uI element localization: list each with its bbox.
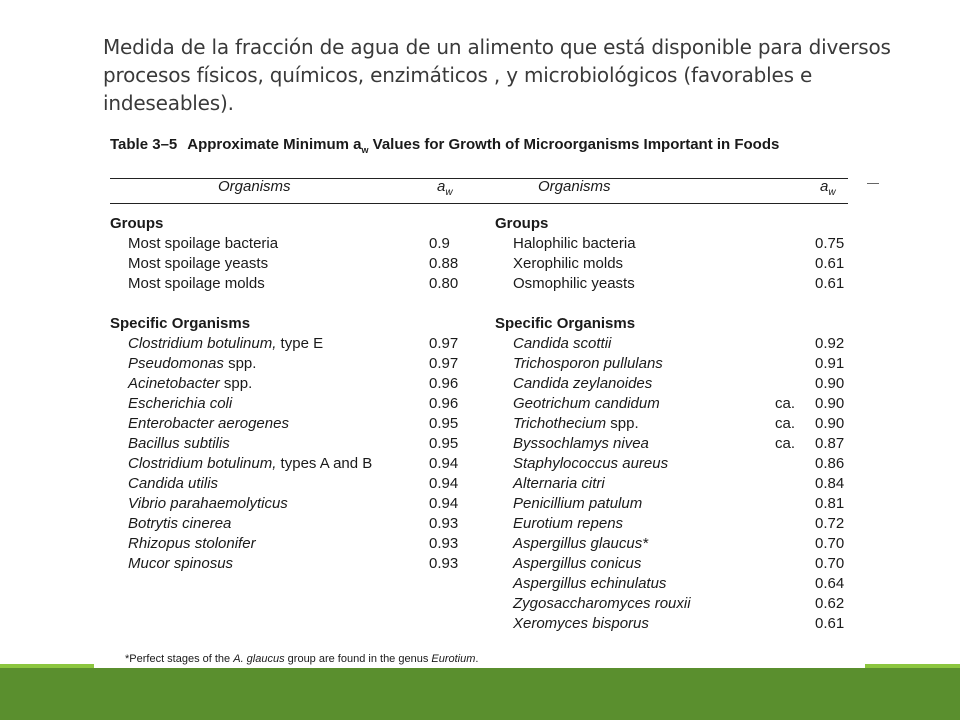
organism-name xyxy=(128,354,256,374)
aw-value: 0.86 xyxy=(815,455,845,472)
aw-value: 0.61 xyxy=(815,615,845,632)
table-row xyxy=(110,394,470,414)
organism-name-italic: Bacillus subtilis xyxy=(128,435,230,452)
table-row xyxy=(495,514,855,534)
organism-name: Most spoilage yeasts xyxy=(128,255,269,272)
organism-name xyxy=(128,534,256,554)
section-heading-label: Groups xyxy=(495,215,549,232)
table-row xyxy=(495,254,855,274)
organism-name-italic: Staphylococcus aureus xyxy=(513,455,669,472)
organism-name xyxy=(513,574,666,594)
organism-name xyxy=(513,474,605,494)
organism-name xyxy=(128,494,288,514)
organism-name-italic: Aspergillus echinulatus xyxy=(513,575,667,592)
aw-value: 0.80 xyxy=(429,275,459,292)
table-footnote: *Perfect stages of the A. glaucus group are found in the genus Eurotium. xyxy=(125,653,479,665)
left-header-aw: $a_w$ xyxy=(437,178,453,198)
organism-name: Most spoilage bacteria xyxy=(128,235,279,252)
approx-marker: ca. xyxy=(775,415,796,432)
organism-name: Halophilic bacteria xyxy=(513,235,636,252)
table-row xyxy=(495,574,855,594)
table-row xyxy=(110,274,470,294)
organism-name-italic: Alternaria citri xyxy=(513,475,605,492)
table-row xyxy=(110,234,470,254)
organism-name: Xerophilic molds xyxy=(513,255,624,272)
organism-name xyxy=(128,334,323,354)
left-column xyxy=(110,214,470,574)
aw-value: 0.72 xyxy=(815,515,845,532)
aw-value: 0.9 xyxy=(429,235,450,252)
aw-value: 0.91 xyxy=(815,355,845,372)
approx-marker: ca. xyxy=(775,435,796,452)
aw-value: 0.75 xyxy=(815,235,845,252)
organism-name-suffix: spp. xyxy=(219,375,253,392)
organism-name-italic: Vibrio parahaemolyticus xyxy=(128,495,288,512)
organism-name xyxy=(513,554,641,574)
table-number: Table 3–5 xyxy=(110,136,178,153)
organism-name xyxy=(513,374,652,394)
aw-value: 0.70 xyxy=(815,555,845,572)
header-bottom-rule xyxy=(110,203,848,204)
table-row xyxy=(495,534,855,554)
intro-paragraph: Medida de la fracción de agua de un alimento que está disponible para diversos procesos físicos, químicos, enzimáticos , y microbiológicos (favorables e indeseables). xyxy=(103,35,891,115)
table-row xyxy=(110,434,470,454)
organism-name-italic: Enterobacter aerogenes xyxy=(128,415,289,432)
table-row xyxy=(110,414,470,434)
table-row xyxy=(495,334,855,354)
organism-name xyxy=(128,394,232,414)
footer-band xyxy=(0,668,960,720)
aw-value: 0.70 xyxy=(815,535,845,552)
aw-value: 0.64 xyxy=(815,575,845,592)
aw-value: 0.88 xyxy=(429,255,459,272)
section-heading xyxy=(495,214,855,234)
aw-value: 0.95 xyxy=(429,435,459,452)
organism-name-italic: Candida utilis xyxy=(128,475,219,492)
organism-name-italic: Aspergillus conicus xyxy=(513,555,642,572)
table-row xyxy=(110,254,470,274)
table-row xyxy=(495,614,855,634)
aw-value: 0.95 xyxy=(429,415,459,432)
aw-value: 0.81 xyxy=(815,495,845,512)
section-heading-label: Specific Organisms xyxy=(495,315,636,332)
organism-name xyxy=(128,434,230,454)
organism-name-suffix: spp. xyxy=(606,415,639,432)
aw-value: 0.94 xyxy=(429,455,459,472)
table-row xyxy=(110,554,470,574)
right-column xyxy=(495,214,855,634)
organism-name-italic: Eurotium repens xyxy=(513,515,624,532)
organism-name xyxy=(513,394,660,414)
table-row xyxy=(495,414,855,434)
aw-value: 0.87 xyxy=(815,435,845,452)
table-row xyxy=(495,274,855,294)
table-title xyxy=(110,136,779,155)
organism-name-italic: Clostridium botulinum, xyxy=(128,455,277,472)
organism-name-italic: Byssochlamys nivea xyxy=(513,435,649,452)
aw-value: 0.93 xyxy=(429,535,459,552)
table-row xyxy=(110,374,470,394)
table-row xyxy=(495,494,855,514)
table-row xyxy=(110,354,470,374)
organism-name-italic: Trichosporon pullulans xyxy=(513,355,663,372)
organism-name xyxy=(513,434,649,454)
table-row xyxy=(110,454,470,474)
organism-name xyxy=(513,534,648,554)
table-row xyxy=(495,234,855,254)
table-row xyxy=(495,454,855,474)
organism-name-italic: Clostridium botulinum, xyxy=(128,335,277,352)
table-row xyxy=(110,494,470,514)
approx-marker: ca. xyxy=(775,395,796,412)
organism-name xyxy=(128,514,231,534)
table-row xyxy=(495,354,855,374)
header-tick-mark xyxy=(867,183,879,184)
section-heading xyxy=(110,214,470,234)
table-title-after: Values for Growth of Microorganisms Important in Foods xyxy=(368,136,780,153)
organism-name-suffix: types A and B xyxy=(276,455,373,472)
organism-name xyxy=(513,354,663,374)
aw-value: 0.90 xyxy=(815,395,845,412)
aw-value: 0.62 xyxy=(815,595,845,612)
organism-name xyxy=(128,454,372,474)
table-row xyxy=(110,534,470,554)
organism-name-italic: Candida scottii xyxy=(513,335,612,352)
right-header-organisms: Organisms xyxy=(538,178,611,195)
aw-value: 0.97 xyxy=(429,355,459,372)
organism-name-italic: Trichothecium xyxy=(513,415,607,432)
organism-name xyxy=(128,414,289,434)
organism-name-italic: Acinetobacter xyxy=(128,375,220,392)
table-row xyxy=(495,474,855,494)
organism-name-italic: Mucor spinosus xyxy=(128,555,234,572)
table-row xyxy=(110,514,470,534)
organism-name xyxy=(513,494,642,514)
organism-name-italic: Aspergillus glaucus* xyxy=(513,535,649,552)
organism-name-suffix: type E xyxy=(276,335,324,352)
organism-name xyxy=(128,554,233,574)
aw-value: 0.96 xyxy=(429,375,459,392)
organism-name-italic: Zygosaccharomyces rouxii xyxy=(513,595,691,612)
organism-name xyxy=(513,334,611,354)
organism-name: Osmophilic yeasts xyxy=(513,275,635,292)
table-image xyxy=(94,127,865,667)
section-heading xyxy=(110,314,470,334)
organism-name-italic: Pseudomonas xyxy=(128,355,224,372)
aw-value: 0.96 xyxy=(429,395,459,412)
organism-name-italic: Xeromyces bisporus xyxy=(513,615,649,632)
organism-name xyxy=(513,414,639,434)
organism-name xyxy=(513,454,668,474)
aw-value: 0.93 xyxy=(429,515,459,532)
aw-value: 0.92 xyxy=(815,335,845,352)
table-row xyxy=(495,374,855,394)
table-row xyxy=(495,554,855,574)
table-row xyxy=(495,394,855,414)
organism-name-italic: Escherichia coli xyxy=(128,395,233,412)
organism-name-italic: Botrytis cinerea xyxy=(128,515,232,532)
aw-value: 0.90 xyxy=(815,415,845,432)
table-row xyxy=(110,334,470,354)
section-heading xyxy=(495,314,855,334)
table-title-sub: w xyxy=(361,145,369,155)
left-header-organisms: Organisms xyxy=(218,178,291,195)
aw-value: 0.90 xyxy=(815,375,845,392)
aw-value: 0.94 xyxy=(429,495,459,512)
table-row xyxy=(110,474,470,494)
section-heading-label: Groups xyxy=(110,215,164,232)
table-title-before: Approximate Minimum a xyxy=(187,136,362,153)
organism-name-suffix: spp. xyxy=(223,355,257,372)
aw-value: 0.61 xyxy=(815,275,845,292)
organism-name-italic: Penicillium patulum xyxy=(513,495,643,512)
aw-value: 0.84 xyxy=(815,475,845,492)
organism-name-italic: Rhizopus stolonifer xyxy=(128,535,256,552)
organism-name xyxy=(128,374,252,394)
aw-value: 0.97 xyxy=(429,335,459,352)
table-row xyxy=(495,434,855,454)
right-header-aw: $a_w$ xyxy=(820,178,836,198)
section-heading-label: Specific Organisms xyxy=(110,315,251,332)
organism-name-italic: Geotrichum candidum xyxy=(513,395,660,412)
organism-name xyxy=(128,474,218,494)
organism-name xyxy=(513,594,691,614)
organism-name xyxy=(513,514,623,534)
aw-value: 0.93 xyxy=(429,555,459,572)
organism-name: Most spoilage molds xyxy=(128,275,265,292)
organism-name xyxy=(513,614,649,634)
aw-value: 0.61 xyxy=(815,255,845,272)
organism-name-italic: Candida zeylanoides xyxy=(513,375,653,392)
table-row xyxy=(495,594,855,614)
aw-value: 0.94 xyxy=(429,475,459,492)
